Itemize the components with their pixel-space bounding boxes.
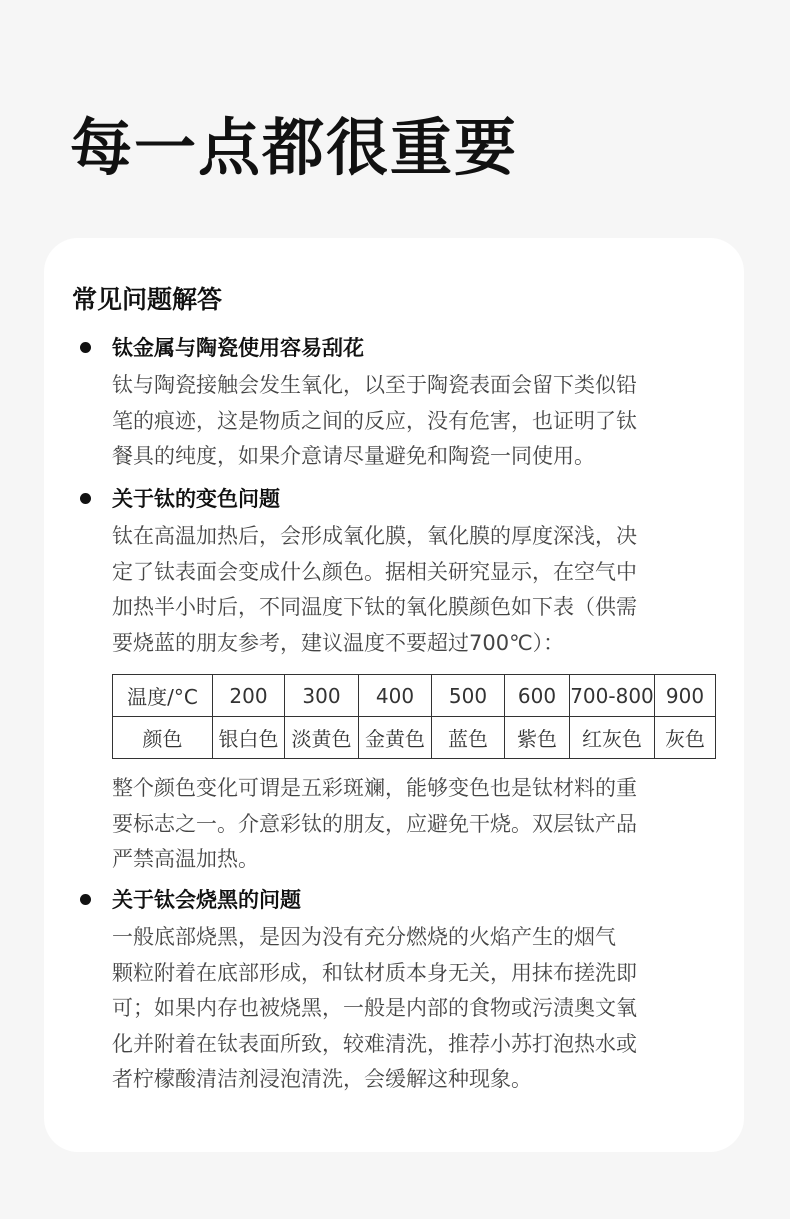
table-row-temperature: [113, 675, 716, 717]
faq-card: [44, 238, 744, 1152]
answer-line: 笔的痕迹，这是物质之间的反应，没有危害，也证明了钛: [112, 408, 637, 433]
bullet-icon: [80, 342, 91, 353]
faq-question: 钛金属与陶瓷使用容易刮花: [112, 336, 364, 360]
table-cell: 700-800: [570, 675, 655, 717]
table-cell: 400: [359, 675, 432, 717]
faq-item-blackening: [80, 886, 716, 1098]
page-title: 每一点都很重要: [70, 111, 519, 184]
faq-question: 关于钛的变色问题: [112, 487, 280, 511]
table-cell: 300: [285, 675, 359, 717]
oxide-color-table: [112, 674, 716, 759]
table-cell: 500: [432, 675, 505, 717]
faq-answer: [112, 920, 716, 1098]
answer-line: 钛与陶瓷接触会发生氧化，以至于陶瓷表面会留下类似铅: [112, 373, 637, 397]
table-cell: 淡黄色: [285, 717, 359, 759]
answer-line: 要烧蓝的朋友参考，建议温度不要超过700℃）：: [112, 630, 565, 655]
answer-line: 可；如果内存也被烧黑，一般是内部的食物或污渍奥文氧: [112, 996, 637, 1020]
table-header-cell: 颜色: [113, 717, 213, 759]
table-cell: 金黄色: [359, 717, 432, 759]
faq-answer: [112, 368, 716, 475]
table-cell: 紫色: [505, 717, 570, 759]
table-cell: 蓝色: [432, 717, 505, 759]
answer-line: 钛在高温加热后，会形成氧化膜，氧化膜的厚度深浅，决: [112, 524, 637, 548]
faq-question: 关于钛会烧黑的问题: [112, 888, 301, 912]
answer-line: 颗粒附着在底部形成，和钛材质本身无关，用抹布搓洗即: [112, 960, 637, 985]
answer-line: 餐具的纯度，如果介意请尽量避免和陶瓷一同使用。: [112, 444, 595, 468]
faq-item-discoloration: [80, 485, 716, 661]
faq-item-scratch: [80, 334, 716, 475]
discoloration-note: [112, 771, 637, 878]
answer-line: 一般底部烧黑，是因为没有充分燃烧的火焰产生的烟气: [112, 925, 616, 949]
answer-line: 加热半小时后，不同温度下钛的氧化膜颜色如下表（供需: [112, 595, 637, 619]
table-cell: 600: [505, 675, 570, 717]
answer-line: 整个颜色变化可谓是五彩斑斓，能够变色也是钛材料的重: [112, 776, 637, 800]
table-row-color: [113, 717, 716, 759]
table-cell: 灰色: [655, 717, 716, 759]
answer-line: 严禁高温加热。: [112, 847, 259, 871]
table-header-cell: 温度/°C: [113, 675, 213, 717]
bullet-icon: [80, 493, 91, 504]
table-cell: 红灰色: [570, 717, 655, 759]
answer-line: 定了钛表面会变成什么颜色。据相关研究显示，在空气中: [112, 559, 637, 584]
table-cell: 200: [213, 675, 285, 717]
table-cell: 银白色: [213, 717, 285, 759]
answer-line: 者柠檬酸清洁剂浸泡清洗，会缓解这种现象。: [112, 1067, 532, 1091]
answer-line: 化并附着在钛表面所致，较难清洗，推荐小苏打泡热水或: [112, 1031, 637, 1056]
table-cell: 900: [655, 675, 716, 717]
faq-answer: [112, 519, 716, 661]
bullet-icon: [80, 894, 91, 905]
faq-heading: 常见问题解答: [72, 285, 223, 314]
answer-line: 要标志之一。介意彩钛的朋友，应避免干烧。双层钛产品: [112, 811, 637, 836]
